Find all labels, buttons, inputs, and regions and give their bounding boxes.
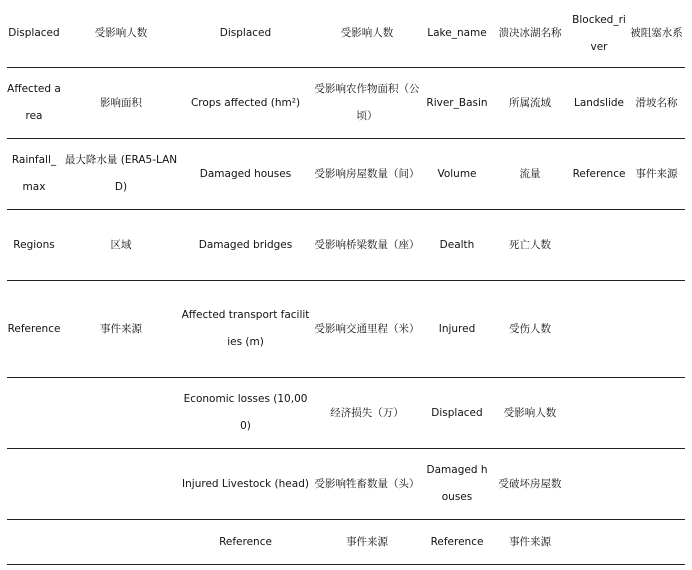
table-row [7,520,685,565]
table-row [7,139,685,210]
field-description-cell: 滑坡名称 [635,96,678,109]
field-description-cell: 所属流域 [509,96,551,109]
field-description-cell [61,378,181,449]
field-name-cell: Damaged bridges [198,238,293,251]
field-description-cell: 受影响房屋数量（间） [314,167,420,180]
field-description-cell: 受影响桥梁数量（座） [314,238,420,251]
field-name-cell [570,520,628,565]
field-name-cell: Dealth [439,238,475,251]
field-name-cell: Lake_name [427,27,487,39]
field-name-cell: Affected area [7,83,61,122]
field-description-cell [628,281,685,378]
field-name-cell [7,378,61,449]
field-name-cell: Reference [7,322,61,335]
field-name-cell: Rainfall_max [11,154,57,193]
table-row [7,449,685,520]
field-name-cell: Volume [437,167,477,180]
field-description-cell: 最大降水量 (ERA5-LAND) [64,154,178,193]
field-name-cell: Injured Livestock (head) [182,477,309,490]
table-row [7,378,685,449]
field-name-cell [570,449,628,520]
field-description-cell: 受影响交通里程（米） [314,322,420,335]
field-name-cell: Regions [13,238,55,251]
field-description-cell [628,520,685,565]
field-name-cell: Reference [572,167,626,180]
field-name-cell [570,210,628,281]
field-name-cell: Injured [438,322,476,335]
field-name-cell: Reference [430,535,484,548]
field-description-cell: 受影响人数 [340,27,394,39]
field-name-cell: Displaced [431,406,483,419]
field-name-cell: Displaced [219,27,272,39]
table-row [7,0,685,68]
field-description-cell [61,520,181,565]
field-name-cell [7,520,61,565]
field-name-cell: Affected transport facilities (m) [181,309,310,348]
field-description-cell: 经济损失（万） [330,406,404,419]
field-description-cell: 受影响牲畜数量（头） [314,477,420,490]
field-name-cell: Crops affected (hm²) [190,96,301,109]
field-name-cell: Damaged houses [426,464,488,503]
field-description-cell [628,378,685,449]
field-description-cell [628,449,685,520]
field-description-cell: 受伤人数 [509,322,551,335]
table-row [7,281,685,378]
field-name-cell [570,281,628,378]
field-description-cell: 影响面积 [100,96,142,109]
field-description-cell: 受破坏房屋数 [498,477,562,490]
field-description-cell: 区域 [110,238,132,251]
field-description-cell: 死亡人数 [509,238,551,251]
field-description-cell: 事件来源 [509,535,551,548]
field-description-cell: 溃决冰湖名称 [498,27,562,39]
field-name-cell: Damaged houses [199,167,292,180]
field-description-cell: 受影响农作物面积（公顷） [314,83,420,122]
field-name-cell: Blocked_river [572,13,626,53]
field-description-cell [628,210,685,281]
field-description-cell: 被阻塞水系 [630,27,683,39]
field-definition-table [7,0,685,565]
field-description-cell: 受影响人数 [94,27,148,39]
field-description-cell: 受影响人数 [503,406,557,419]
field-description-cell: 流量 [519,167,541,180]
field-description-cell: 事件来源 [346,535,388,548]
table-row [7,68,685,139]
field-name-cell: Landslide [573,96,625,109]
field-name-cell [570,378,628,449]
field-description-cell [61,449,181,520]
table-row [7,210,685,281]
field-name-cell: River_Basin [426,96,488,109]
field-name-cell [7,449,61,520]
field-description-cell: 事件来源 [635,167,678,180]
field-name-cell: Economic losses (10,000) [183,393,308,432]
field-name-cell: Displaced [8,27,60,39]
field-name-cell: Reference [219,535,272,548]
field-description-cell: 事件来源 [100,322,142,335]
